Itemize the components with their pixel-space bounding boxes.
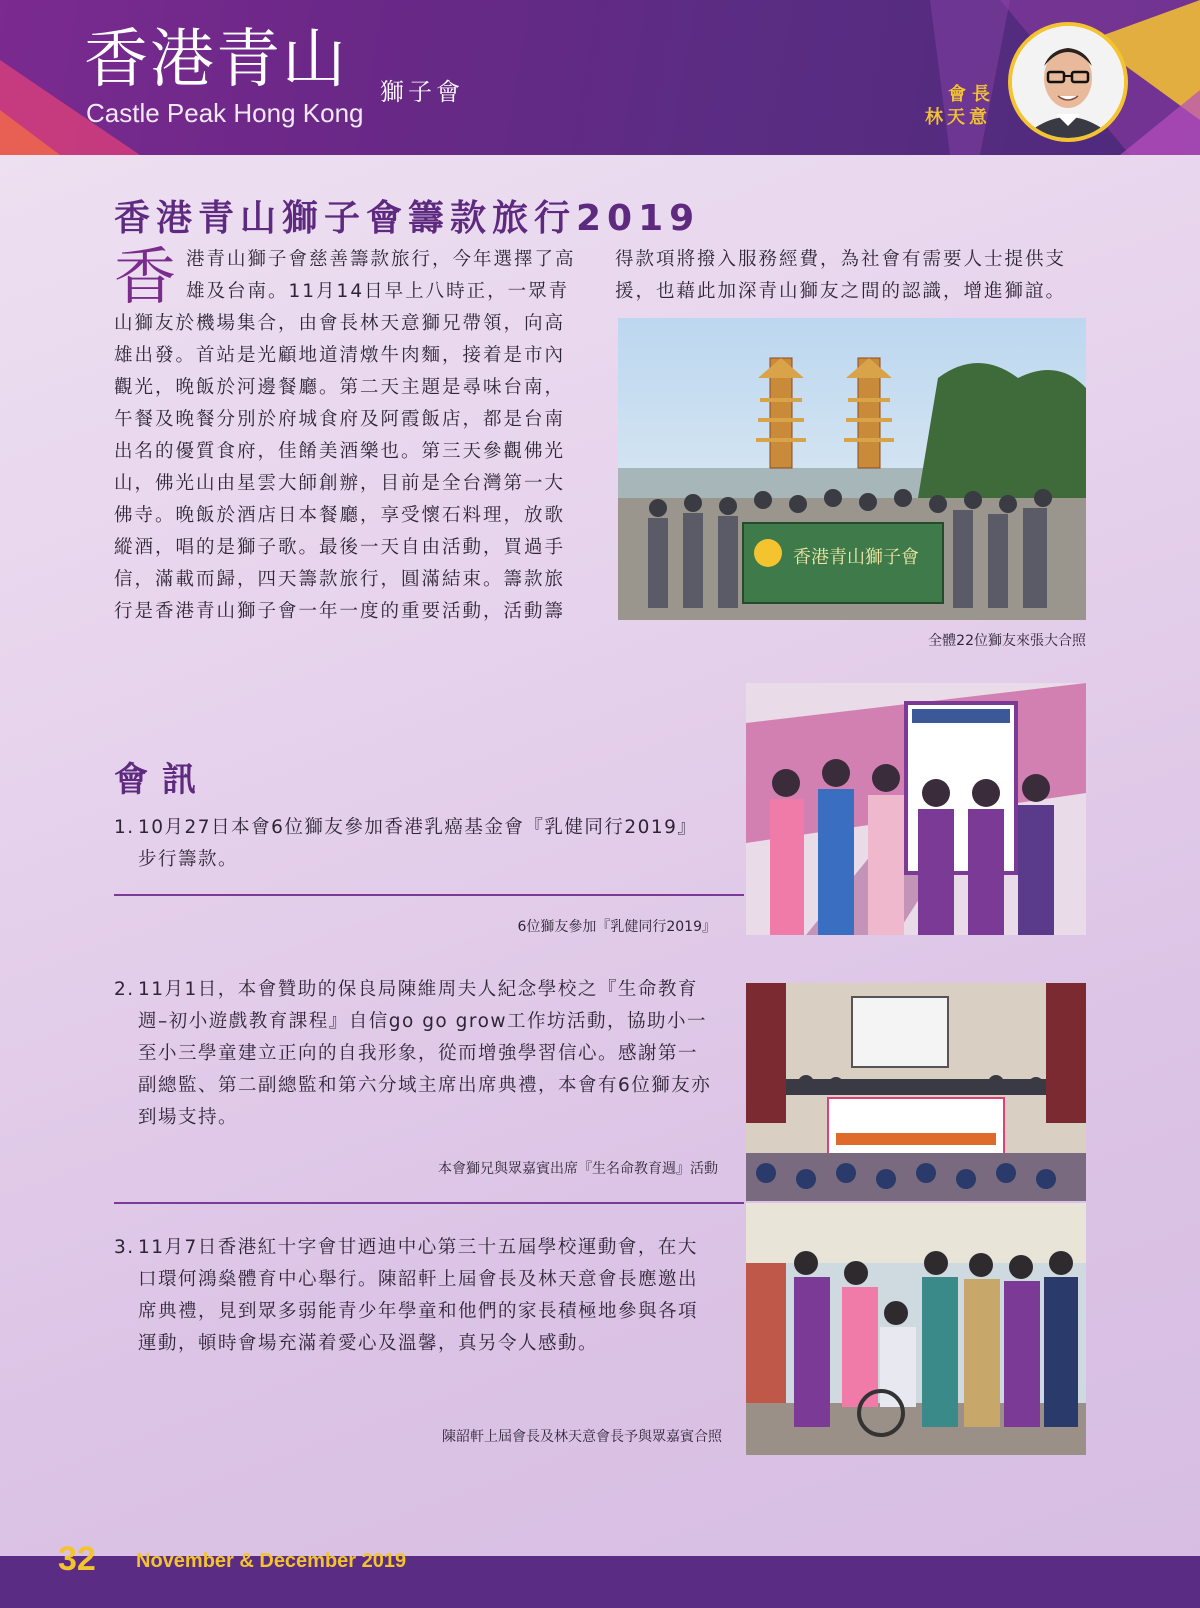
news-item-2-caption: 本會獅兄與眾嘉賓出席『生名命教育週』活動 (438, 1161, 718, 1177)
school-event-photo (746, 983, 1086, 1201)
article-column-1 (114, 240, 584, 628)
news-item-3 (114, 1232, 714, 1360)
drop-cap: 香 (114, 240, 179, 313)
article-title: 香港青山獅子會籌款旅行2019 (114, 198, 701, 239)
org-title-cn: 香港青山 (84, 23, 348, 97)
walk-event-photo (746, 683, 1086, 935)
news-item-3-number: 3. (114, 1237, 135, 1258)
page-number: 32 (58, 1540, 96, 1578)
news-item-3-text: 11月7日香港紅十字會甘迺迪中心第三十五屆學校運動會，在大口環何鴻燊體育中心舉行。陳韶軒上屆會長及林天意會長應邀出席典禮，見到眾多弱能青少年學童和他們的家長積極地參與各項運動，頓時會場充滿着愛心及溫馨，真另令人感動。 (138, 1237, 699, 1354)
org-title-suffix: 獅子會 (380, 78, 464, 106)
news-divider-1 (114, 894, 744, 896)
article-paragraph-1: 港青山獅子會慈善籌款旅行，今年選擇了高雄及台南。11月14日早上八時正，一眾青山獅友於機場集合，由會長林天意獅兄帶領，向高雄出發。首站是光顧地道清燉牛肉麵，接着是市內觀光，晚飯於河邊餐廳。第二天主題是尋味台南，午餐及晚餐分別於府城食府及阿霞飯店，都是台南出名的優質食府，佳餚美酒樂也。第三天參觀佛光山，佛光山由星雲大師創辦，目前是全台灣第一大佛寺。晚飯於酒店日本餐廳，享受懷石料理，放歌縱酒，唱的是獅子歌。最後一天自由活動，買過手信，滿載而歸，四天籌款旅行，圓滿結束。籌款旅行是香港青山獅子會一年一度的重要活動，活動籌 (114, 249, 576, 622)
president-role: 會長 (948, 84, 996, 105)
article-column-2 (615, 244, 1085, 308)
banner-text: 香港青山獅子會 (793, 547, 919, 568)
article-paragraph-2: 得款項將撥入服務經費，為社會有需要人士提供支援，也藉此加深青山獅友之間的認識，增進獅誼。 (615, 249, 1067, 302)
news-item-1-number: 1. (114, 817, 135, 838)
news-item-2-text: 11月1日，本會贊助的保良局陳維周夫人紀念學校之『生命教育週–初小遊戲教育課程』自信go go grow工作坊活動，協助小一至小三學童建立正向的自我形象，從而增強學習信心。感謝第一副總監、第二副總監和第六分域主席出席典禮，本會有6位獅友亦到場支持。 (138, 979, 712, 1128)
president-avatar (1008, 22, 1128, 142)
page-header (0, 0, 1200, 155)
issue-date: November & December 2019 (136, 1550, 407, 1572)
news-item-2-number: 2. (114, 979, 135, 1000)
news-item-2 (114, 974, 714, 1134)
portrait-image (1012, 26, 1124, 138)
org-title-en: Castle Peak Hong Kong (86, 98, 364, 128)
president-name: 林天意 (925, 107, 991, 128)
sports-day-photo (746, 1203, 1086, 1455)
news-item-1-caption: 6位獅友參加『乳健同行2019』 (517, 919, 716, 935)
news-divider-2 (114, 1202, 744, 1204)
group-photo (618, 318, 1086, 620)
news-item-3-caption: 陳韶軒上屆會長及林天意會長予與眾嘉賓合照 (442, 1429, 722, 1445)
group-photo-caption: 全體22位獅友來張大合照 (928, 633, 1086, 649)
news-item-1-text: 10月27日本會6位獅友參加香港乳癌基金會『乳健同行2019』步行籌款。 (138, 817, 698, 870)
news-title: 會訊 (114, 760, 210, 800)
news-item-1 (114, 812, 714, 876)
